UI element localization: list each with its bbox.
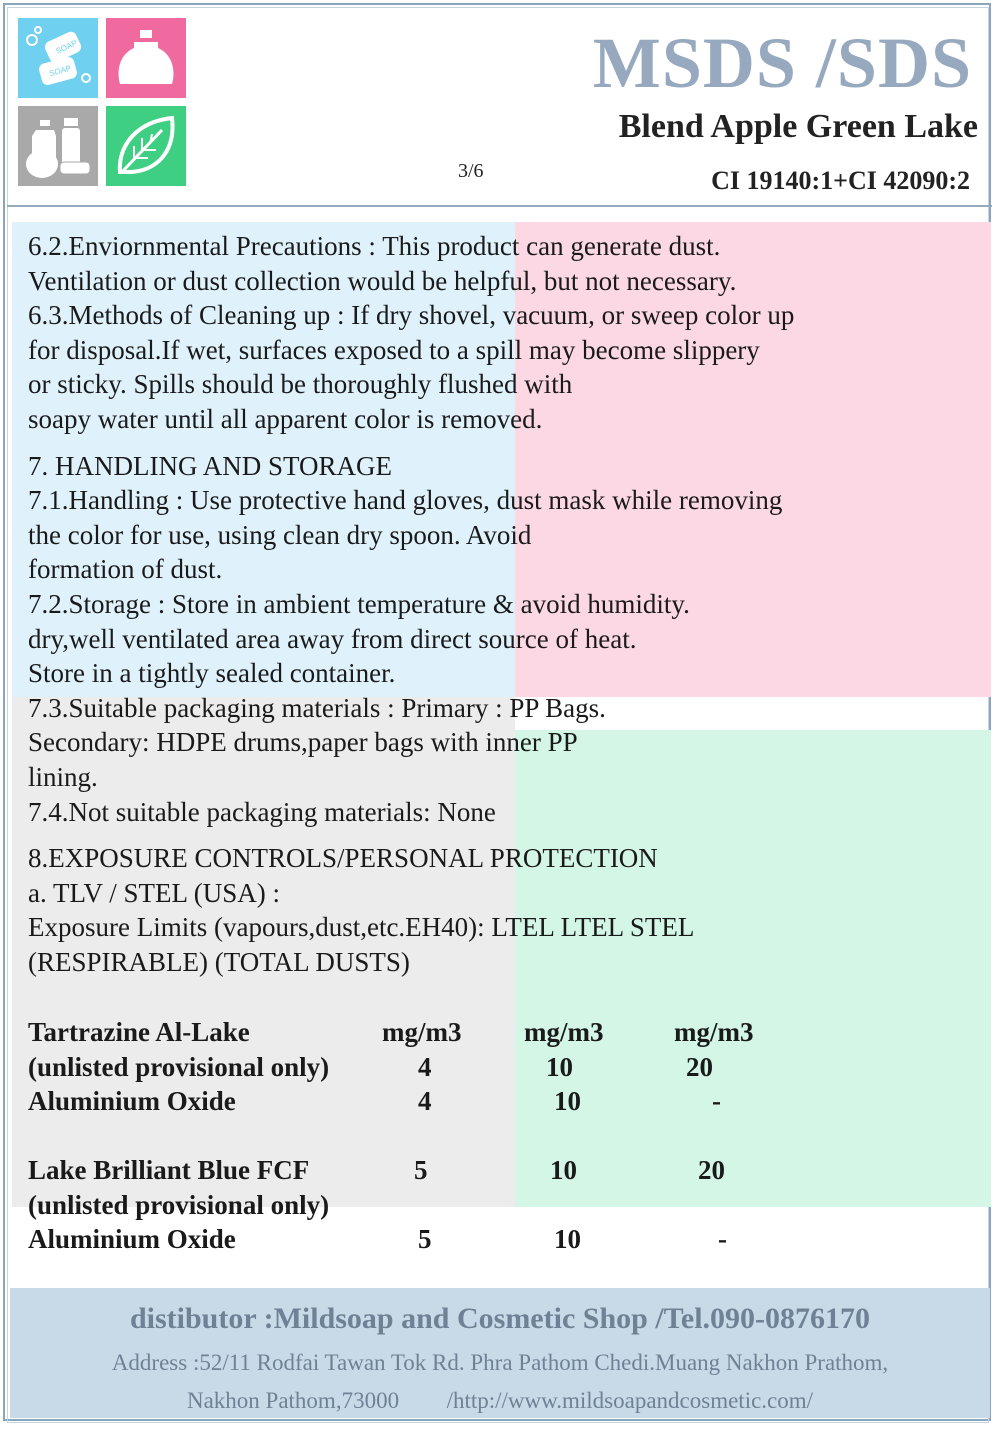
text-line: Store in a tightly sealed container. [28,658,396,689]
text-line: dry,well ventilated area away from direct source of heat. [28,623,637,654]
table-cell: 10 [554,1086,581,1116]
table-cell: Lake Brilliant Blue FCF [28,1155,310,1185]
text-line: for disposal.If wet, surfaces exposed to a spill may become slippery [28,334,760,365]
table-cell: - [718,1224,727,1254]
table-cell: Aluminium Oxide [28,1086,236,1116]
table-row [28,1224,808,1258]
section-heading: 7. HANDLING AND STORAGE [28,450,392,481]
table-cell: 5 [414,1155,428,1185]
section-heading: 8.EXPOSURE CONTROLS/PERSONAL PROTECTION [28,843,658,874]
table-row [28,1190,808,1224]
table-row [28,1017,808,1051]
soap-bars-icon [18,18,98,98]
table-cell: mg/m3 [382,1017,462,1047]
table-cell: 4 [418,1086,432,1116]
leaf-icon [106,106,186,186]
table-cell: (unlisted provisional only) [28,1052,330,1082]
ci-number: CI 19140:1+CI 42090:2 [711,166,970,195]
table-cell: 5 [418,1224,432,1254]
table-cell: 10 [550,1155,577,1185]
footer [10,1288,990,1418]
text-line: the color for use, using clean dry spoon. Avoid [28,519,532,550]
text-line: 7.3.Suitable packaging materials : Primary : PP Bags. [28,692,606,723]
text-line: 7.4.Not suitable packaging materials: None [28,796,496,827]
document-title: MSDS /SDS [592,23,972,103]
header-divider [7,205,992,207]
text-line: 6.2.Enviornmental Precautions : This product can generate dust. [28,231,721,261]
product-name: Blend Apple Green Lake [618,108,978,145]
text-line: Ventilation or dust collection would be helpful, but not necessary. [28,265,737,296]
text-line: lining. [28,761,98,792]
text-line: 6.3.Methods of Cleaning up : If dry shovel, vacuum, or sweep color up [28,300,795,331]
table-cell: 10 [546,1052,573,1082]
text-line: Exposure Limits (vapours,dust,etc.EH40): LTEL LTEL STEL [28,912,695,943]
lotion-bottle-icon [106,18,186,98]
table-row [28,1052,808,1086]
distributor-line: distibutor :Mildsoap and Cosmetic Shop /Tel.090-0876170 [129,1302,871,1335]
soap-text: SOAP [48,63,73,79]
website-link[interactable]: /http://www.mildsoapandcosmetic.com/ [446,1388,814,1413]
table-cell: 4 [418,1052,432,1082]
text-line: Secondary: HDPE drums,paper bags with inner PP [28,727,578,758]
text-line: or sticky. Spills should be thoroughly flushed with [28,369,573,400]
page-number: 3/6 [458,160,484,182]
address-line: Address :52/11 Rodfai Tawan Tok Rd. Phra Pathom Chedi.Muang Nakhon Prathom, [111,1350,889,1375]
table-cell: Tartrazine Al-Lake [28,1017,250,1047]
table-cell: mg/m3 [524,1017,604,1047]
table-cell: 10 [554,1224,581,1254]
text-line: formation of dust. [28,554,223,585]
table-cell: Aluminium Oxide [28,1224,236,1254]
text-line: a. TLV / STEL (USA) : [28,877,281,908]
table-row [28,1155,808,1189]
text-line: 7.2.Storage : Store in ambient temperature & avoid humidity. [28,588,690,619]
text-line: (RESPIRABLE) (TOTAL DUSTS) [28,946,410,977]
city-url-line [10,1388,990,1414]
text-line: 7.1.Handling : Use protective hand gloves, dust mask while removing [28,485,783,516]
table-cell: (unlisted provisional only) [28,1190,330,1220]
text-line: soapy water until all apparent color is removed. [28,403,543,434]
cosmetic-bottles-icon [18,106,98,186]
table-cell: 20 [686,1052,713,1082]
document-body [28,229,978,979]
soap-text: SOAP [54,38,79,56]
table-cell: 20 [698,1155,725,1185]
brand-logo [18,18,186,186]
city-text: Nakhon Pathom,73000 [186,1388,400,1413]
table-cell: mg/m3 [674,1017,754,1047]
table-row [28,1086,808,1120]
table-cell: - [712,1086,721,1116]
